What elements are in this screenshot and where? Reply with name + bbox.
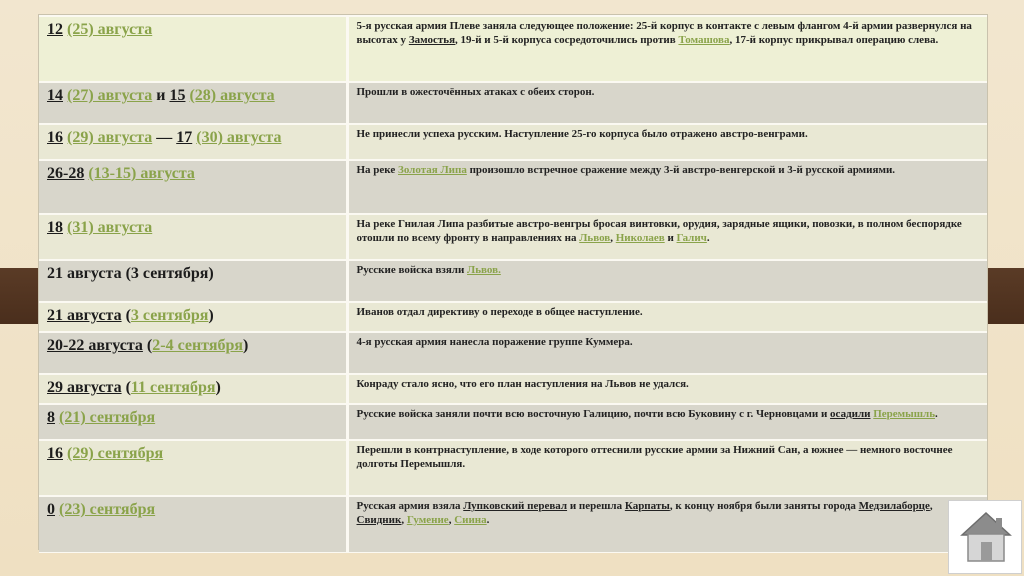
text-segment: и перешла — [567, 500, 625, 512]
description-cell — [347, 160, 987, 214]
table-row — [39, 374, 987, 404]
table-row — [39, 302, 987, 332]
description-cell — [347, 302, 987, 332]
text-link[interactable]: Золотая Липа — [398, 164, 467, 176]
text-link[interactable]: 17 — [176, 129, 193, 146]
description-cell — [347, 124, 987, 160]
text-segment: ( — [142, 337, 153, 354]
text-segment: Конраду стало ясно, что его план наступления на Львов не удался. — [356, 378, 689, 390]
text-segment: Не принесли успеха русским. Наступление 25-го корпуса было отражено австро-венграми. — [356, 128, 808, 140]
text-segment: , 19-й и 5-й корпуса сосредоточились против — [455, 34, 679, 46]
text-link[interactable]: (28) августа — [189, 87, 275, 104]
text-segment: и — [152, 87, 170, 104]
text-link[interactable]: Львов. — [467, 264, 501, 276]
text-link[interactable]: 14 — [47, 87, 63, 104]
text-segment: На реке — [356, 164, 399, 176]
text-segment: и — [664, 232, 677, 244]
text-segment: Прошли в ожесточённых атаках с обеих сторон. — [356, 86, 595, 98]
text-link[interactable]: Замостья — [408, 34, 456, 46]
date-cell — [39, 260, 347, 302]
date-cell — [39, 496, 347, 552]
text-link[interactable]: Лупковский перевал — [463, 500, 568, 512]
text-link[interactable]: 15 — [169, 87, 186, 104]
text-segment: 21 августа (3 сентября) — [47, 265, 214, 282]
date-cell — [39, 214, 347, 260]
text-link[interactable]: 8 — [47, 409, 55, 426]
text-segment: , — [401, 514, 407, 526]
text-link[interactable]: 12 — [47, 21, 63, 38]
timeline-table — [39, 15, 987, 553]
text-link[interactable]: (23) сентября — [59, 501, 156, 518]
home-button[interactable] — [948, 500, 1022, 574]
description-cell — [347, 214, 987, 260]
text-segment: — — [152, 129, 177, 146]
text-segment: , — [448, 514, 455, 526]
description-cell — [347, 404, 987, 440]
text-segment: ) — [208, 307, 214, 324]
text-segment: . — [935, 408, 938, 420]
text-link[interactable]: (29) августа — [67, 129, 153, 146]
text-link[interactable]: 16 — [47, 445, 63, 462]
text-segment: Русская армия взяла — [356, 500, 464, 512]
text-link[interactable]: Сиина — [454, 514, 487, 526]
table-row — [39, 260, 987, 302]
text-segment: ( — [121, 379, 131, 396]
text-link[interactable]: (13-15) августа — [88, 165, 195, 182]
description-cell — [347, 82, 987, 124]
description-cell — [347, 16, 987, 82]
text-link[interactable]: Свидник — [356, 514, 402, 526]
text-link[interactable]: 18 — [47, 219, 63, 236]
text-link[interactable]: 3 сентября — [130, 307, 209, 324]
text-link[interactable]: (31) августа — [67, 219, 153, 236]
table-row — [39, 124, 987, 160]
date-cell — [39, 160, 347, 214]
date-cell — [39, 124, 347, 160]
text-link[interactable]: 0 — [47, 501, 55, 518]
table-row — [39, 214, 987, 260]
table-row — [39, 332, 987, 374]
text-link[interactable]: Львов — [579, 232, 611, 244]
timeline-table-frame — [38, 14, 988, 550]
text-link[interactable]: Перемышль — [873, 408, 936, 420]
date-cell — [39, 374, 347, 404]
text-link[interactable]: Николаев — [615, 232, 665, 244]
text-link[interactable]: 29 августа — [47, 379, 122, 396]
text-segment: , 17-й корпус прикрывал операцию слева. — [729, 34, 939, 46]
text-link[interactable]: (27) августа — [67, 87, 153, 104]
text-link[interactable]: 2-4 сентября — [152, 337, 244, 354]
date-cell — [39, 302, 347, 332]
text-segment: 4-я русская армия нанесла поражение группе Куммера. — [356, 336, 633, 348]
house-icon — [958, 509, 1014, 565]
table-row — [39, 160, 987, 214]
text-link[interactable]: осадили — [830, 408, 871, 420]
text-link[interactable]: 16 — [47, 129, 63, 146]
date-cell — [39, 82, 347, 124]
text-segment: , — [929, 500, 933, 512]
text-link[interactable]: Томашова — [678, 34, 730, 46]
text-segment: произошло встречное сражение между 3-й австро-венгерской и 3-й русской армиями. — [466, 164, 896, 176]
description-cell — [347, 496, 987, 552]
text-link[interactable]: Медзилаборце — [858, 500, 930, 512]
table-row — [39, 82, 987, 124]
text-link[interactable]: 11 сентября — [130, 379, 216, 396]
text-link[interactable]: 20-22 августа — [47, 337, 143, 354]
text-segment: 5-я русская армия Плеве заняла следующее положение: 25-й корпус в контакте с левым флангом 4-й армии развернулся на высотах у — [356, 20, 972, 46]
table-row — [39, 16, 987, 82]
text-link[interactable]: (21) сентября — [59, 409, 156, 426]
text-link[interactable]: (25) августа — [67, 21, 153, 38]
text-segment: Иванов отдал директиву о переходе в общее наступление. — [356, 306, 643, 318]
table-row — [39, 440, 987, 496]
text-link[interactable]: (30) августа — [196, 129, 282, 146]
date-cell — [39, 16, 347, 82]
table-row — [39, 404, 987, 440]
date-cell — [39, 440, 347, 496]
text-segment: На реке Гнилая Липа разбитые австро-венгры бросая винтовки, орудия, зарядные ящики, повозки, в полном беспорядке отошли по всему фронту в направлениях на — [356, 218, 962, 244]
text-segment: . — [706, 232, 710, 244]
description-cell — [347, 260, 987, 302]
text-segment: , — [610, 232, 616, 244]
text-link[interactable]: Галич — [676, 232, 707, 244]
text-segment: ( — [121, 307, 131, 324]
text-segment: ) — [243, 337, 249, 354]
text-segment: . — [486, 514, 490, 526]
text-segment: ) — [215, 379, 221, 396]
text-link[interactable]: 21 августа — [47, 307, 122, 324]
description-cell — [347, 374, 987, 404]
text-segment: , к концу ноября были заняты города — [669, 500, 859, 512]
text-segment: Перешли в контрнаступление, в ходе которого оттеснили русские армии за Нижний Сан, а южнее — немного восточнее долготы Перемышля. — [356, 444, 953, 470]
description-cell — [347, 332, 987, 374]
text-segment: Русские войска взяли — [356, 264, 468, 276]
date-cell — [39, 404, 347, 440]
date-cell — [39, 332, 347, 374]
table-row — [39, 496, 987, 552]
description-cell — [347, 440, 987, 496]
text-link[interactable]: (29) сентября — [67, 445, 164, 462]
text-link[interactable]: Карпаты — [624, 500, 670, 512]
text-link[interactable]: Гумение — [406, 514, 449, 526]
text-link[interactable]: 26-28 — [47, 165, 85, 182]
text-segment: Русские войска заняли почти всю восточную Галицию, почти всю Буковину с г. Черновцами и — [356, 408, 831, 420]
